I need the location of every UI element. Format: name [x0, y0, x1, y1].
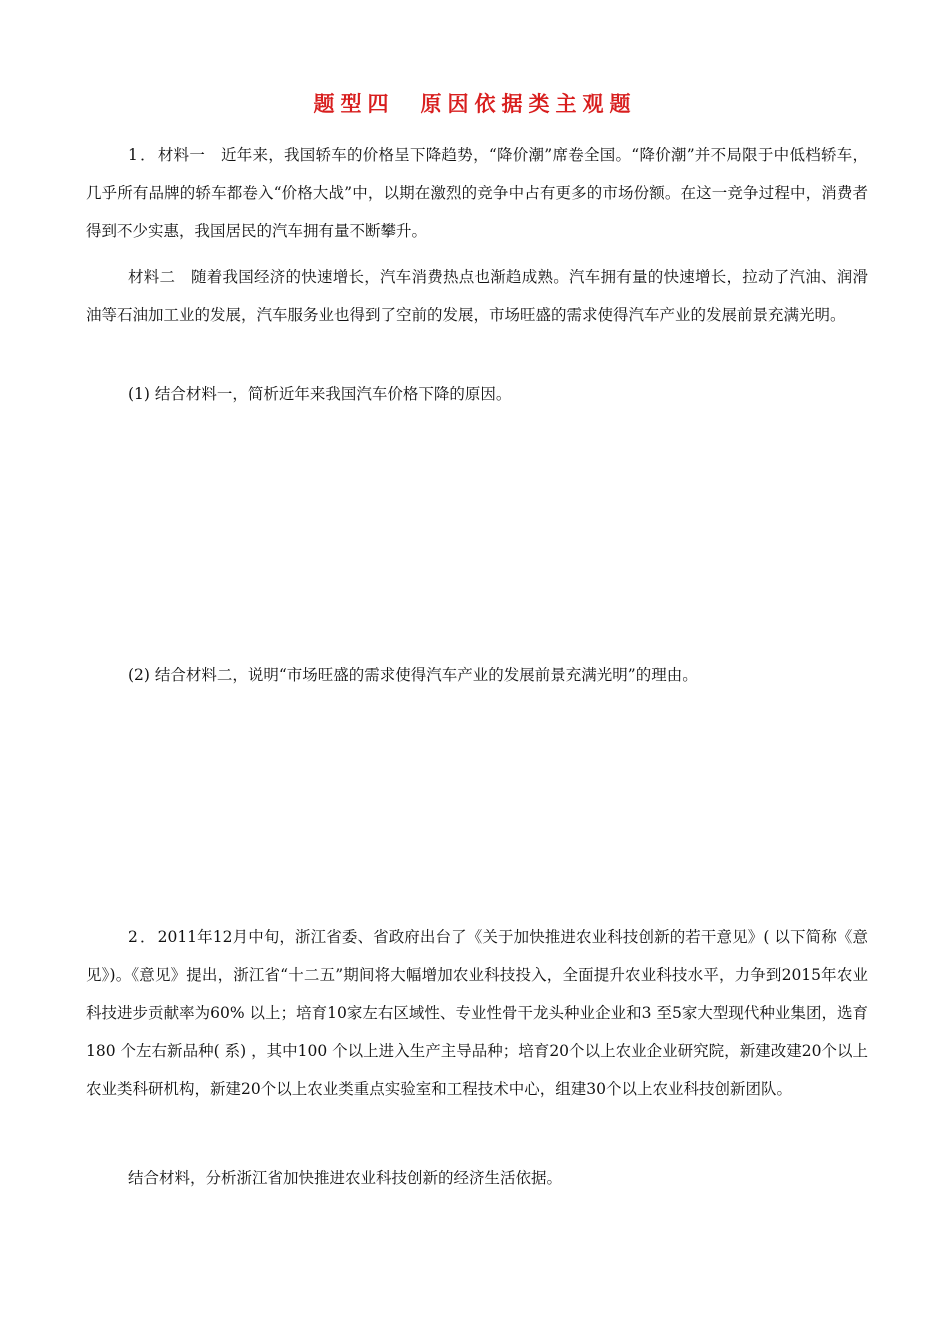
q1-material-2-label: 材料二	[128, 268, 176, 286]
q2-material	[86, 918, 868, 1108]
q1-subquestion-1: (1) 结合材料一，简析近年来我国汽车价格下降的原因。	[128, 385, 512, 403]
q1-subquestion-2: (2) 结合材料二，说明“市场旺盛的需求使得汽车产业的发展前景充满光明”的理由。	[128, 666, 698, 684]
page-title	[0, 88, 950, 118]
q2-number: 2．	[128, 928, 158, 946]
q1-number: 1．	[128, 146, 158, 164]
q2-text: 2011年12月中旬，浙江省委、省政府出台了《关于加快推进农业科技创新的若干意见》( 以下简称《意见》)。《意见》提出，浙江省“十二五”期间将大幅增加农业科技投入，全面提升农业科技水平，力争到2015年农业科技进步贡献率为60% 以上；培育10家左右区域性、专业性骨干龙头种业企业和3 至5家大型现代种业集团，选育180 个左右新品种( 系) ，其中100 个以上进入生产主导品种；培育20个以上农业企业研究院，新建改建20个以上农业类科研机构，新建20个以上农业类重点实验室和工程技术中心，组建30个以上农业科技创新团队。	[86, 928, 868, 1098]
title-part-1: 题型四	[313, 92, 395, 116]
title-part-2: 原因依据类主观题	[420, 92, 637, 116]
q1-material-2-text: 随着我国经济的快速增长，汽车消费热点也渐趋成熟。汽车拥有量的快速增长，拉动了汽油、润滑油等石油加工业的发展，汽车服务业也得到了空前的发展，市场旺盛的需求使得汽车产业的发展前景充满光明。	[86, 268, 868, 324]
q1-material-1	[86, 136, 868, 250]
q2-prompt: 结合材料，分析浙江省加快推进农业科技创新的经济生活依据。	[128, 1169, 563, 1187]
q1-material-1-text: 近年来，我国轿车的价格呈下降趋势，“降价潮”席卷全国。“降价潮”并不局限于中低档轿车，几乎所有品牌的轿车都卷入“价格大战”中，以期在激烈的竞争中占有更多的市场份额。在这一竞争过程中，消费者得到不少实惠，我国居民的汽车拥有量不断攀升。	[86, 146, 868, 240]
q1-material-2	[86, 258, 868, 334]
q1-material-1-label: 材料一	[157, 146, 206, 164]
